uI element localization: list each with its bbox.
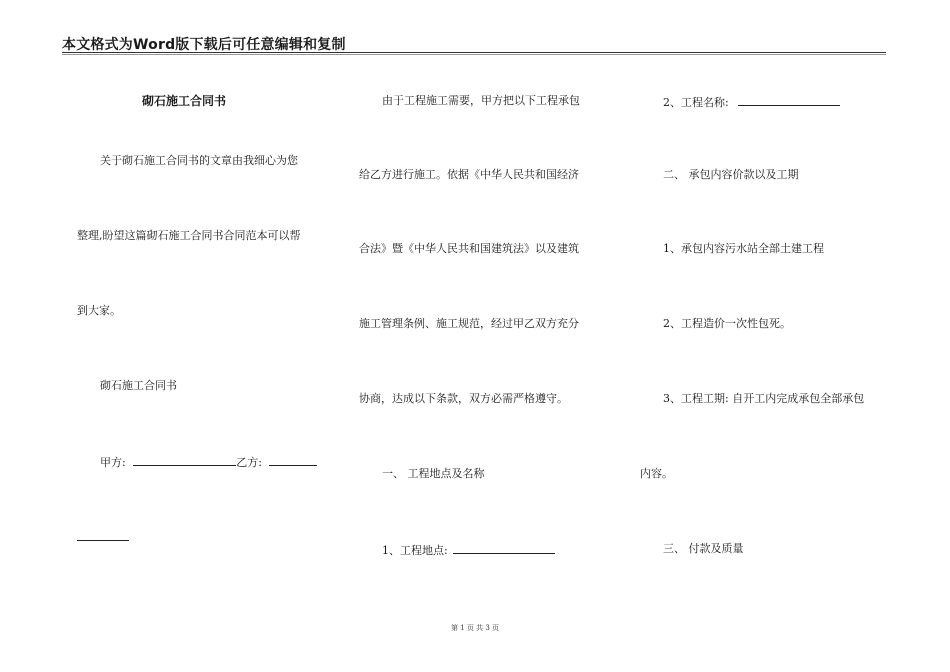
document-title: 砌石施工合同书 [142,94,227,108]
contract-scope-item: 1、承包内容污水站全部土建工程 [663,242,824,255]
project-location-blank [453,542,555,554]
section-2-heading: 二、 承包内容价款以及工期 [663,168,799,181]
project-location-label: 1、工程地点: [382,544,448,557]
party-b-blank-continued [77,529,129,541]
project-name-label: 2、工程名称: [663,96,729,109]
section-1-heading: 一、 工程地点及名称 [382,467,485,480]
document-header-title: 本文格式为Word版下载后可任意编辑和复制 [62,37,346,53]
party-b-blank [269,454,317,466]
party-a-label: 甲方: [100,456,126,469]
intro-line-2: 整理,盼望这篇砌石施工合同书合同范本可以帮 [77,229,301,242]
project-name-line [663,94,840,110]
party-line [100,454,317,470]
body-line-2: 给乙方进行施工。依据《中华人民共和国经济 [359,168,579,181]
party-b-blank-continued-row [77,529,129,545]
project-location-line [382,542,555,558]
intro-line-3: 到大家。 [77,304,121,317]
body-line-5: 协商，达成以下条款，双方必需严格遵守。 [359,392,568,405]
intro-line-1: 关于砌石施工合同书的文章由我细心为您 [100,154,298,167]
contract-duration-item: 3、工程工期: 自开工内完成承包全部承包 [663,392,865,405]
contract-subtitle: 砌石施工合同书 [100,379,177,392]
body-line-1: 由于工程施工需要，甲方把以下工程承包 [382,94,580,107]
contract-duration-continued: 内容。 [640,467,673,480]
body-line-3: 合法》暨《中华人民共和国建筑法》以及建筑 [359,242,579,255]
party-a-blank [133,454,236,466]
contract-price-item: 2、工程造价一次性包死。 [663,317,791,330]
body-line-4: 施工管理条例、施工规范，经过甲乙双方充分 [359,317,579,330]
header-divider-secondary [62,54,886,55]
project-name-blank [738,94,840,106]
party-b-label: 乙方: [236,456,262,469]
section-3-heading: 三、 付款及质量 [663,542,744,555]
page-number-footer: 第 1 页 共 3 页 [450,624,500,632]
header-divider [62,52,886,53]
